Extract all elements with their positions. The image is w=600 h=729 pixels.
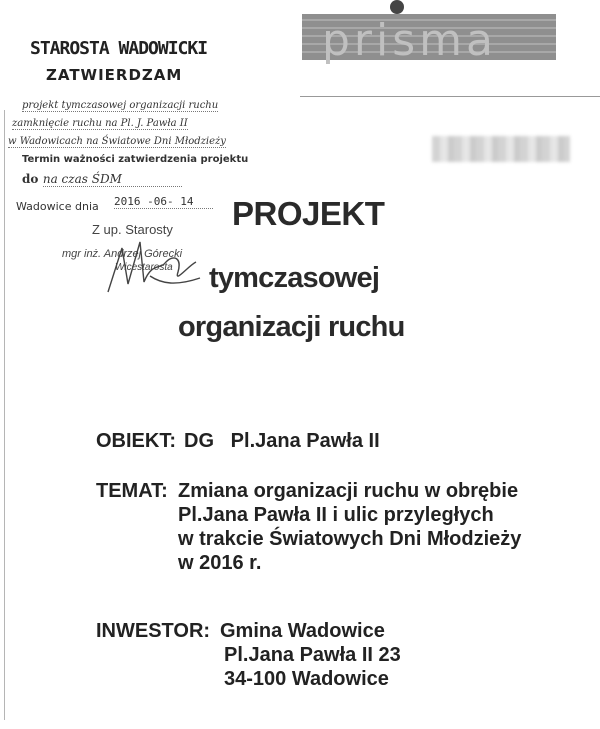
stamp-term-value: na czas ŚDM: [43, 172, 182, 187]
stamp-date-label: Wadowice dnia: [16, 200, 99, 213]
signer-role: Z up. Starosty: [92, 222, 173, 237]
inwestor-label: INWESTOR:: [96, 620, 211, 642]
stamp-date-value: 2016 -06- 14: [114, 195, 213, 209]
inwestor-line: Gmina Wadowice: [220, 620, 385, 642]
header-rule: [300, 96, 600, 97]
stamp-term-prefix: do: [22, 172, 39, 186]
signature-scribble: [100, 232, 210, 302]
inwestor-line: 34-100 Wadowice: [224, 668, 389, 690]
page-edge-line: [4, 110, 5, 720]
temat-label: TEMAT:: [96, 480, 168, 502]
stamp-term-row: [22, 170, 182, 188]
stamp-handwritten-line-2: zamknięcie ruchu na Pl. J. Pawła II: [12, 118, 188, 129]
title-line-2: tymczasowej: [209, 262, 380, 294]
stamp-handwritten-line-1: projekt tymczasowej organizacji ruchu: [22, 100, 219, 111]
stamp-approve: ZATWIERDZAM: [46, 66, 183, 84]
temat-line: w trakcie Światowych Dni Młodzieży: [178, 528, 522, 550]
obiekt-label: OBIEKT:: [96, 430, 176, 452]
title-line-3: organizacji ruchu: [178, 311, 405, 343]
temat-line: Zmiana organizacji ruchu w obrębie: [178, 480, 519, 502]
obiekt-value: DG Pl.Jana Pawła II: [184, 430, 380, 452]
signer-name: mgr inż. Andrzej Górecki: [62, 248, 183, 260]
stamp-term-label: Termin ważności zatwierdzenia projektu: [22, 154, 249, 165]
stamp-office: STAROSTA WADOWICKI: [30, 38, 208, 59]
redacted-block: [432, 136, 570, 162]
inwestor-line: Pl.Jana Pawła II 23: [224, 644, 401, 666]
title-line-1: PROJEKT: [232, 195, 385, 232]
temat-line: Pl.Jana Pawła II i ulic przyległych: [178, 504, 494, 526]
logo-dot-icon: [390, 0, 404, 14]
logo-text: prisma: [322, 15, 497, 66]
stamp-handwritten-line-3: w Wadowicach na Światowe Dni Młodzieży: [8, 136, 226, 147]
temat-line: w 2016 r.: [178, 552, 262, 574]
signer-title: Wicestarosta: [115, 262, 173, 273]
